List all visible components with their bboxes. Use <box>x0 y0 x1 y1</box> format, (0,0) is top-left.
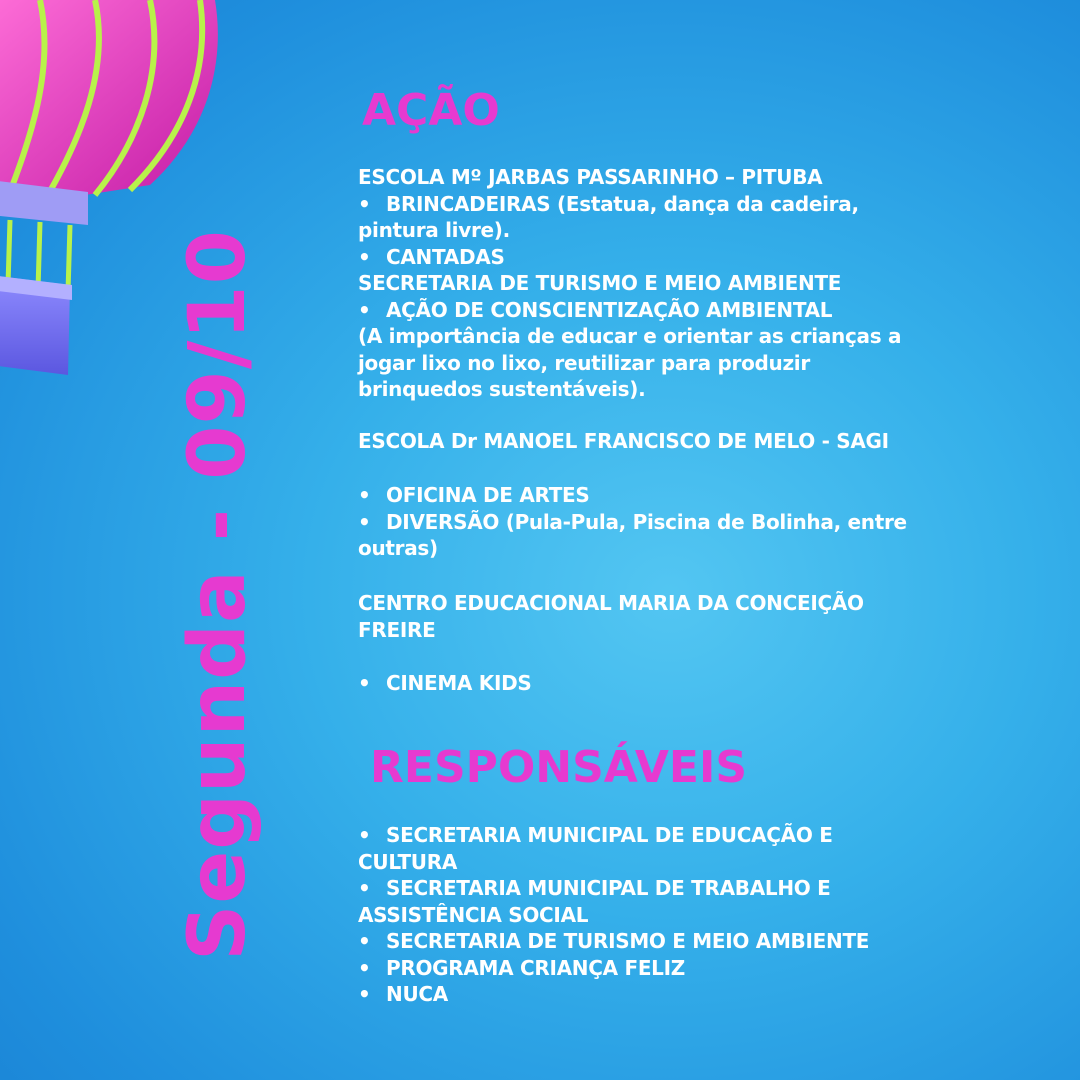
list-item: • OFICINA DE ARTES <box>358 483 590 507</box>
school1-title: ESCOLA Mº JARBAS PASSARINHO – PITUBA <box>358 165 823 189</box>
list-item: • PROGRAMA CRIANÇA FELIZ <box>358 955 685 980</box>
centro-items <box>358 670 958 697</box>
school2-section <box>358 428 958 455</box>
list-item: • DIVERSÃO (Pula-Pula, Piscina de Bolinha, entre <box>358 509 907 534</box>
list-item-continuation: CULTURA <box>358 849 458 874</box>
side-date-title: Segunda - 09/10 <box>173 229 263 961</box>
secretaria-title: SECRETARIA DE TURISMO E MEIO AMBIENTE <box>358 271 842 295</box>
list-item: • CANTADAS <box>358 244 505 269</box>
list-item: • NUCA <box>358 982 448 1006</box>
list-item: • SECRETARIA MUNICIPAL DE TRABALHO E <box>358 876 831 900</box>
secretaria-note-line: jogar lixo no lixo, reutilizar para produzir <box>358 350 810 375</box>
secretaria-note-line: brinquedos sustentáveis). <box>358 377 646 401</box>
list-item-continuation: pintura livre). <box>358 218 510 242</box>
list-item: • BRINCADEIRAS (Estatua, dança da cadeira, <box>358 191 859 216</box>
centro-title-line: CENTRO EDUCACIONAL MARIA DA CONCEIÇÃO <box>358 591 864 615</box>
acao-section <box>358 164 958 403</box>
responsaveis-heading: RESPONSÁVEIS <box>370 742 748 793</box>
school2-items <box>358 482 958 562</box>
list-item-continuation: outras) <box>358 536 438 560</box>
list-item-continuation: ASSISTÊNCIA SOCIAL <box>358 902 589 927</box>
school2-title: ESCOLA Dr MANOEL FRANCISCO DE MELO - SAGI <box>358 429 889 453</box>
centro-section <box>358 590 958 643</box>
list-item: • SECRETARIA DE TURISMO E MEIO AMBIENTE <box>358 929 870 953</box>
responsaveis-list <box>358 822 958 1008</box>
acao-heading: AÇÃO <box>362 85 500 136</box>
list-item: • SECRETARIA MUNICIPAL DE EDUCAÇÃO E <box>358 823 833 847</box>
list-item: • CINEMA KIDS <box>358 671 532 695</box>
centro-title-line: FREIRE <box>358 617 436 642</box>
secretaria-note-line: (A importância de educar e orientar as crianças a <box>358 324 902 348</box>
list-item: • AÇÃO DE CONSCIENTIZAÇÃO AMBIENTAL <box>358 297 833 322</box>
